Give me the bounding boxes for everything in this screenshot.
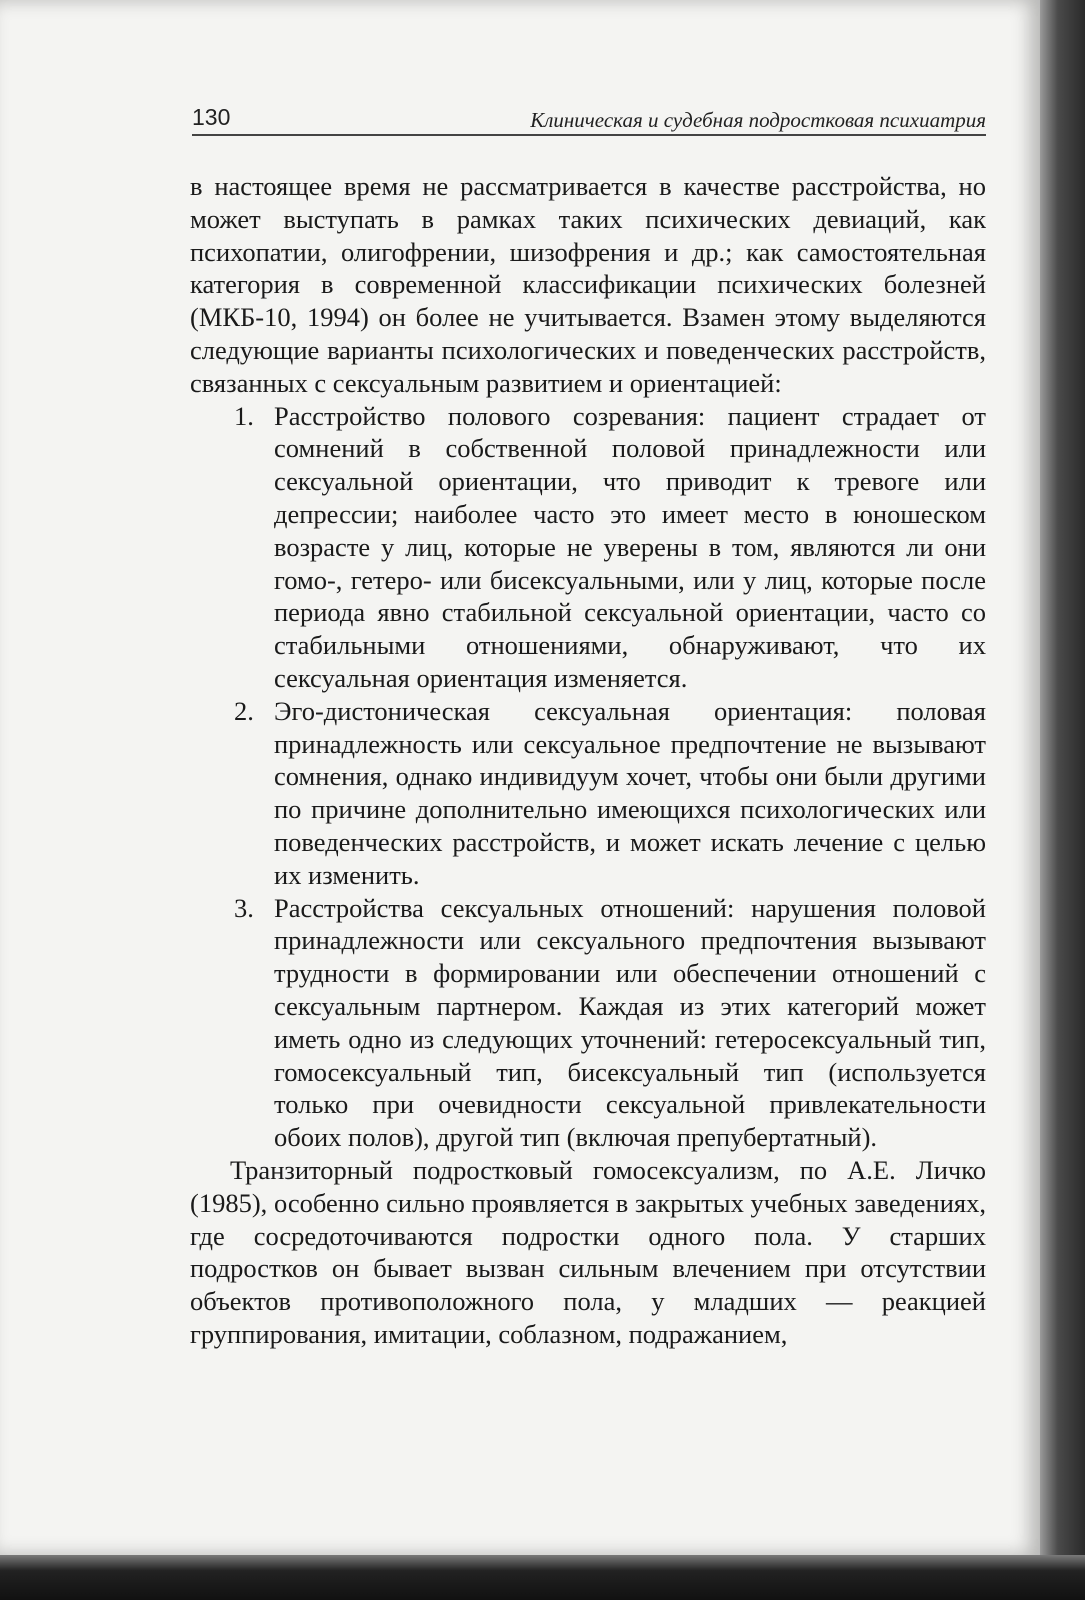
list-item bbox=[190, 892, 986, 1154]
closing-paragraph: Транзиторный подростковый гомосексуализм, по А.Е. Личко (1985), особенно сильно проявляется в закрытых учебных заведениях, где сосредоточиваются подростки одного пола. У старших подростков он бывает вызван сильным влечением при отсутствии объектов противоположного пола, у младших — реакцией группирования, имитации, соблазном, подражанием, bbox=[190, 1154, 986, 1349]
disorder-list bbox=[190, 400, 986, 1154]
page-edge-shadow bbox=[1040, 0, 1085, 1600]
bottom-edge-shadow bbox=[0, 1555, 1085, 1600]
list-item-text: Эго-дистоническая сексуальная ориентация: половая принадлежность или сексуальное предпочтение не вызывают сомнения, однако индивидуум хочет, чтобы они были другими по причине дополнительно имеющихся психологических или поведенческих расстройств, и может искать лечение с целью их изменить. bbox=[274, 695, 986, 890]
running-header bbox=[192, 104, 986, 136]
list-item-number: 2. bbox=[234, 695, 254, 726]
list-item-text: Расстройство полового созревания: пациент страдает от сомнений в собственной половой принадлежности или сексуальной ориентации, что приводит к тревоге или депрессии; наиболее часто это имеет место в юношеском возрасте у лиц, которые не уверены в том, являются ли они гомо-, гетеро- или бисексуальными, или у лиц, которые после периода явно стабильной сексуальной ориентации, часто со стабильными отношениями, обнаруживают, что их сексуальная ориентация изменяется. bbox=[274, 400, 986, 693]
intro-paragraph: в настоящее время не рассматривается в качестве расстройства, но может выступать в рамках таких психических девиаций, как психопатии, олигофрении, шизофрения и др.; как самостоятельная категория в современной классификации психических болезней (МКБ-10, 1994) он более не учитывается. Взамен этому выделяются следующие варианты психологических и поведенческих расстройств, связанных с сексуальным развитием и ориентацией: bbox=[190, 171, 986, 398]
page-number: 130 bbox=[192, 104, 231, 130]
list-item-number: 1. bbox=[234, 400, 254, 431]
list-item-number: 3. bbox=[234, 892, 254, 923]
list-item-text: Расстройства сексуальных отношений: нарушения половой принадлежности или сексуального предпочтения вызывают трудности в формировании или обеспечении отношений с сексуальным партнером. Каждая из этих категорий может иметь одно из следующих уточнений: гетеросексуальный тип, гомосексуальный тип, бисексуальный тип (используется только при очевидности сексуальной привлекательности обоих полов), другой тип (включая препубертатный). bbox=[274, 892, 986, 1153]
list-item bbox=[190, 695, 986, 892]
list-item bbox=[190, 400, 986, 695]
page-body bbox=[190, 170, 986, 1351]
running-title: Клиническая и судебная подростковая психиатрия bbox=[530, 108, 986, 132]
